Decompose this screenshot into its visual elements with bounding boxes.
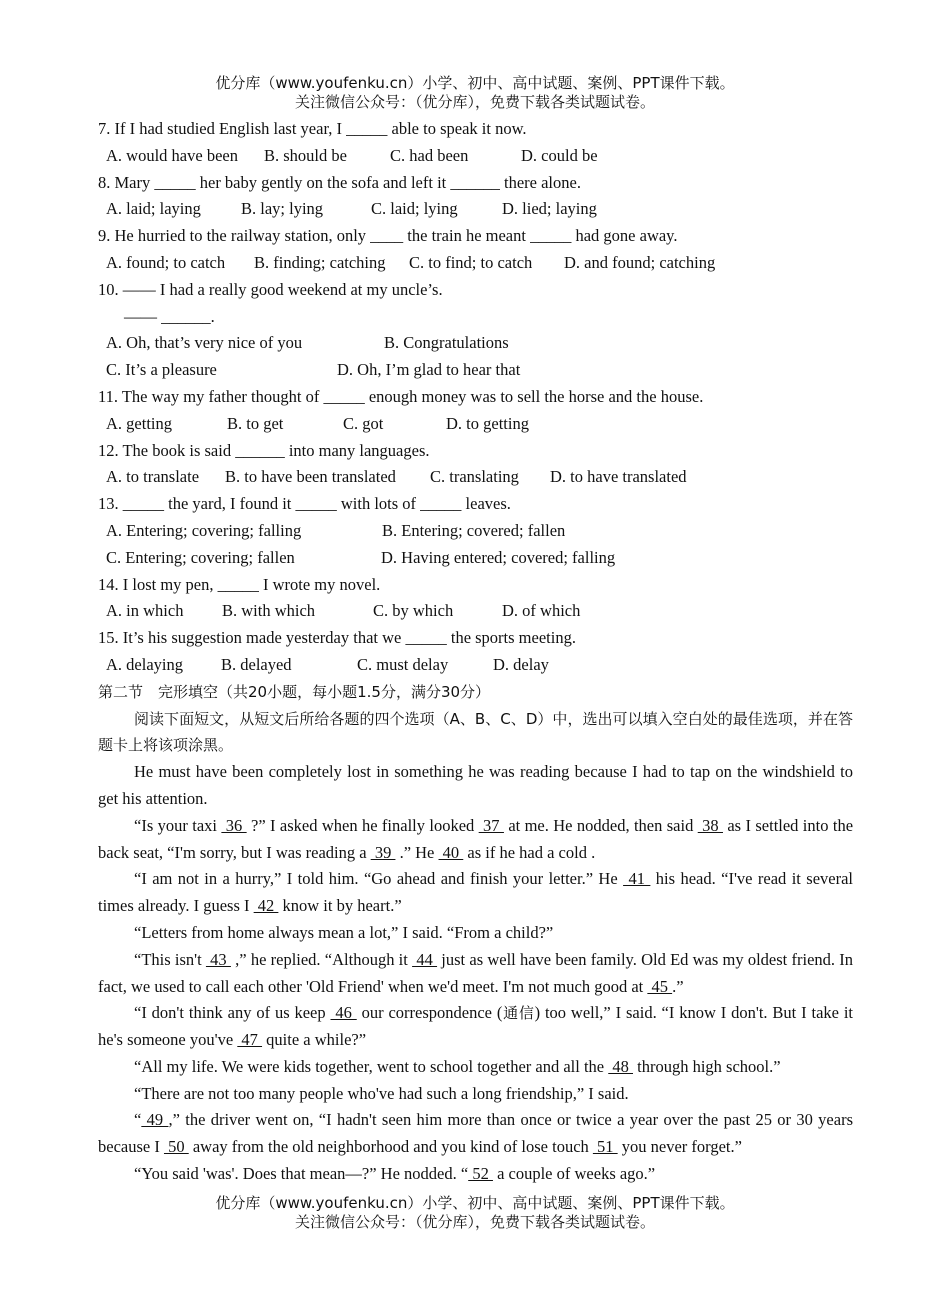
blank-44: 44 — [412, 949, 438, 969]
footer-line-2: 关注微信公众号：（优分库），免费下载各类试题试卷。 — [294, 1213, 655, 1231]
blank-47: 47 — [237, 1030, 263, 1050]
option-b: B. with which — [222, 601, 316, 621]
question-9-stem: 9. He hurried to the railway station, only ____ the train he meant _____ had gone away. — [98, 226, 678, 246]
blank-42: 42 — [253, 896, 279, 916]
question-7-options — [98, 143, 853, 170]
section-instruction: 阅读下面短文，从短文后所给各题的四个选项（A、B、C、D）中，选出可以填入空白处的最佳选项，并在答题卡上将该项涂黑。 — [98, 709, 853, 755]
header-line-2: 关注微信公众号：（优分库），免费下载各类试题试卷。 — [294, 93, 655, 111]
question-14-stem: 14. I lost my pen, _____ I wrote my novel. — [98, 574, 381, 594]
question-10-options-row2 — [98, 357, 853, 384]
question-7-stem: 7. If I had studied English last year, I _____ able to speak it now. — [98, 119, 527, 138]
page-footer — [0, 1194, 950, 1232]
option-c: C. Entering; covering; fallen — [106, 547, 295, 567]
passage-paragraph-10: “You said 'was'. Does that mean—?” He nodded. “ 52 a couple of weeks ago.” — [134, 1164, 656, 1184]
question-10-options-row1 — [98, 330, 853, 357]
option-d: D. to getting — [446, 413, 529, 433]
option-a: A. to translate — [106, 467, 200, 487]
passage-paragraph-8: “There are not too many people who've had such a long friendship,” I said. — [134, 1083, 629, 1103]
blank-41: 41 — [623, 869, 651, 889]
option-a: A. getting — [106, 413, 172, 433]
blank-49: 49 — [141, 1110, 169, 1130]
option-d: D. and found; catching — [564, 252, 716, 272]
blank-48: 48 — [608, 1056, 633, 1076]
option-b: B. Entering; covered; fallen — [382, 520, 566, 540]
option-d: D. Oh, I’m glad to hear that — [337, 360, 521, 380]
option-c: C. had been — [390, 145, 469, 165]
blank-50: 50 — [163, 1137, 189, 1157]
passage-paragraph-7: “All my life. We were kids together, went to school together and all the 48 through high school.” — [134, 1056, 781, 1076]
question-12-stem: 12. The book is said ______ into many languages. — [98, 440, 430, 460]
option-a: A. delaying — [106, 654, 183, 674]
option-b: B. delayed — [221, 654, 292, 674]
option-d: D. Having entered; covered; falling — [381, 547, 616, 567]
question-12-options — [98, 464, 853, 491]
option-a: A. found; to catch — [106, 252, 226, 272]
blank-46: 46 — [330, 1003, 357, 1023]
question-8-stem: 8. Mary _____ her baby gently on the sofa and left it ______ there alone. — [98, 172, 581, 192]
blank-39: 39 — [370, 842, 396, 862]
section-title: 第二节 完形填空（共20小题，每小题1.5分，满分30分） — [98, 682, 491, 701]
option-b: B. to get — [227, 413, 284, 433]
option-a: A. Oh, that’s very nice of you — [106, 333, 303, 353]
blank-45: 45 — [647, 976, 673, 996]
option-b: B. Congratulations — [384, 333, 509, 353]
blank-38: 38 — [697, 815, 723, 835]
option-d: D. could be — [521, 145, 598, 165]
blank-37: 37 — [478, 815, 504, 835]
passage-paragraph-9: “ 49 ,” the driver went on, “I hadn't seen him more than once or twice a year over the past 25 or 30 years because I 50 away from the old neighborhood and you kind of lose touch 51 you never forget.” — [98, 1110, 853, 1157]
option-b: B. should be — [264, 145, 347, 165]
question-15-stem: 15. It’s his suggestion made yesterday that we _____ the sports meeting. — [98, 628, 576, 648]
blank-43: 43 — [205, 949, 231, 969]
question-10-stem-reply: —— ______. — [124, 306, 215, 326]
option-d: D. lied; laying — [502, 199, 597, 219]
option-d: D. to have translated — [550, 467, 687, 487]
question-8-options — [98, 196, 853, 223]
blank-52: 52 — [468, 1164, 493, 1184]
passage-paragraph-4: “Letters from home always mean a lot,” I said. “From a child?” — [134, 922, 554, 942]
option-a: A. laid; laying — [106, 199, 201, 219]
question-15-options — [98, 652, 853, 679]
option-c: C. by which — [373, 601, 454, 621]
question-13-stem: 13. _____ the yard, I found it _____ with lots of _____ leaves. — [98, 494, 511, 514]
question-11-stem: 11. The way my father thought of _____ enough money was to sell the horse and the house. — [98, 386, 704, 406]
option-c: C. got — [343, 413, 384, 433]
option-c: C. must delay — [357, 654, 449, 674]
blank-36: 36 — [221, 815, 247, 835]
option-a: A. in which — [106, 601, 184, 621]
passage-paragraph-5: “This isn't 43 ,” he replied. “Although it 44 just as well have been family. Old Ed was my oldest friend. In fact, we used to call each other 'Old Friend' when we'd meet. I'm not much good at 45 .” — [98, 949, 853, 996]
blank-40: 40 — [438, 842, 464, 862]
option-b: B. to have been translated — [225, 467, 396, 487]
passage-paragraph-3: “I am not in a hurry,” I told him. “Go ahead and finish your letter.” He 41 his head. “I've read it several times already. I guess I 42 know it by heart.” — [98, 869, 853, 916]
question-13-options-row2 — [98, 545, 853, 572]
question-10-stem: 10. —— I had a really good weekend at my uncle’s. — [98, 279, 443, 299]
option-c: C. laid; lying — [371, 199, 458, 219]
option-a: A. Entering; covering; falling — [106, 520, 302, 540]
question-9-options — [98, 250, 853, 277]
option-d: D. of which — [502, 601, 581, 621]
question-13-options-row1 — [98, 518, 853, 545]
blank-51: 51 — [592, 1137, 618, 1157]
question-14-options — [98, 598, 853, 625]
passage-paragraph-6: “I don't think any of us keep 46 our correspondence (通信) too well,” I said. “I know I don't. But I take it he's someone you've 47 quite a while?” — [98, 1003, 854, 1050]
option-c: C. translating — [430, 467, 519, 487]
option-b: B. lay; lying — [241, 199, 324, 219]
option-b: B. finding; catching — [254, 252, 386, 272]
option-a: A. would have been — [106, 145, 238, 165]
option-d: D. delay — [493, 654, 549, 674]
footer-line-1: 优分库（www.youfenku.cn）小学、初中、高中试题、案例、PPT课件下载。 — [215, 1194, 735, 1212]
question-11-options — [98, 411, 853, 438]
header-line-1: 优分库（www.youfenku.cn）小学、初中、高中试题、案例、PPT课件下载。 — [215, 74, 735, 92]
option-c: C. It’s a pleasure — [106, 360, 217, 380]
document-body — [98, 116, 853, 1188]
passage-paragraph-1: He must have been completely lost in something he was reading because I had to tap on the windshield to get his attention. — [98, 762, 853, 808]
passage-paragraph-2: “Is your taxi 36 ?” I asked when he finally looked 37 at me. He nodded, then said 38 as I settled into the back seat, “I'm sorry, but I was reading a 39 .” He 40 as if he had a cold . — [98, 815, 854, 862]
page-header — [0, 74, 950, 112]
option-c: C. to find; to catch — [409, 252, 533, 272]
